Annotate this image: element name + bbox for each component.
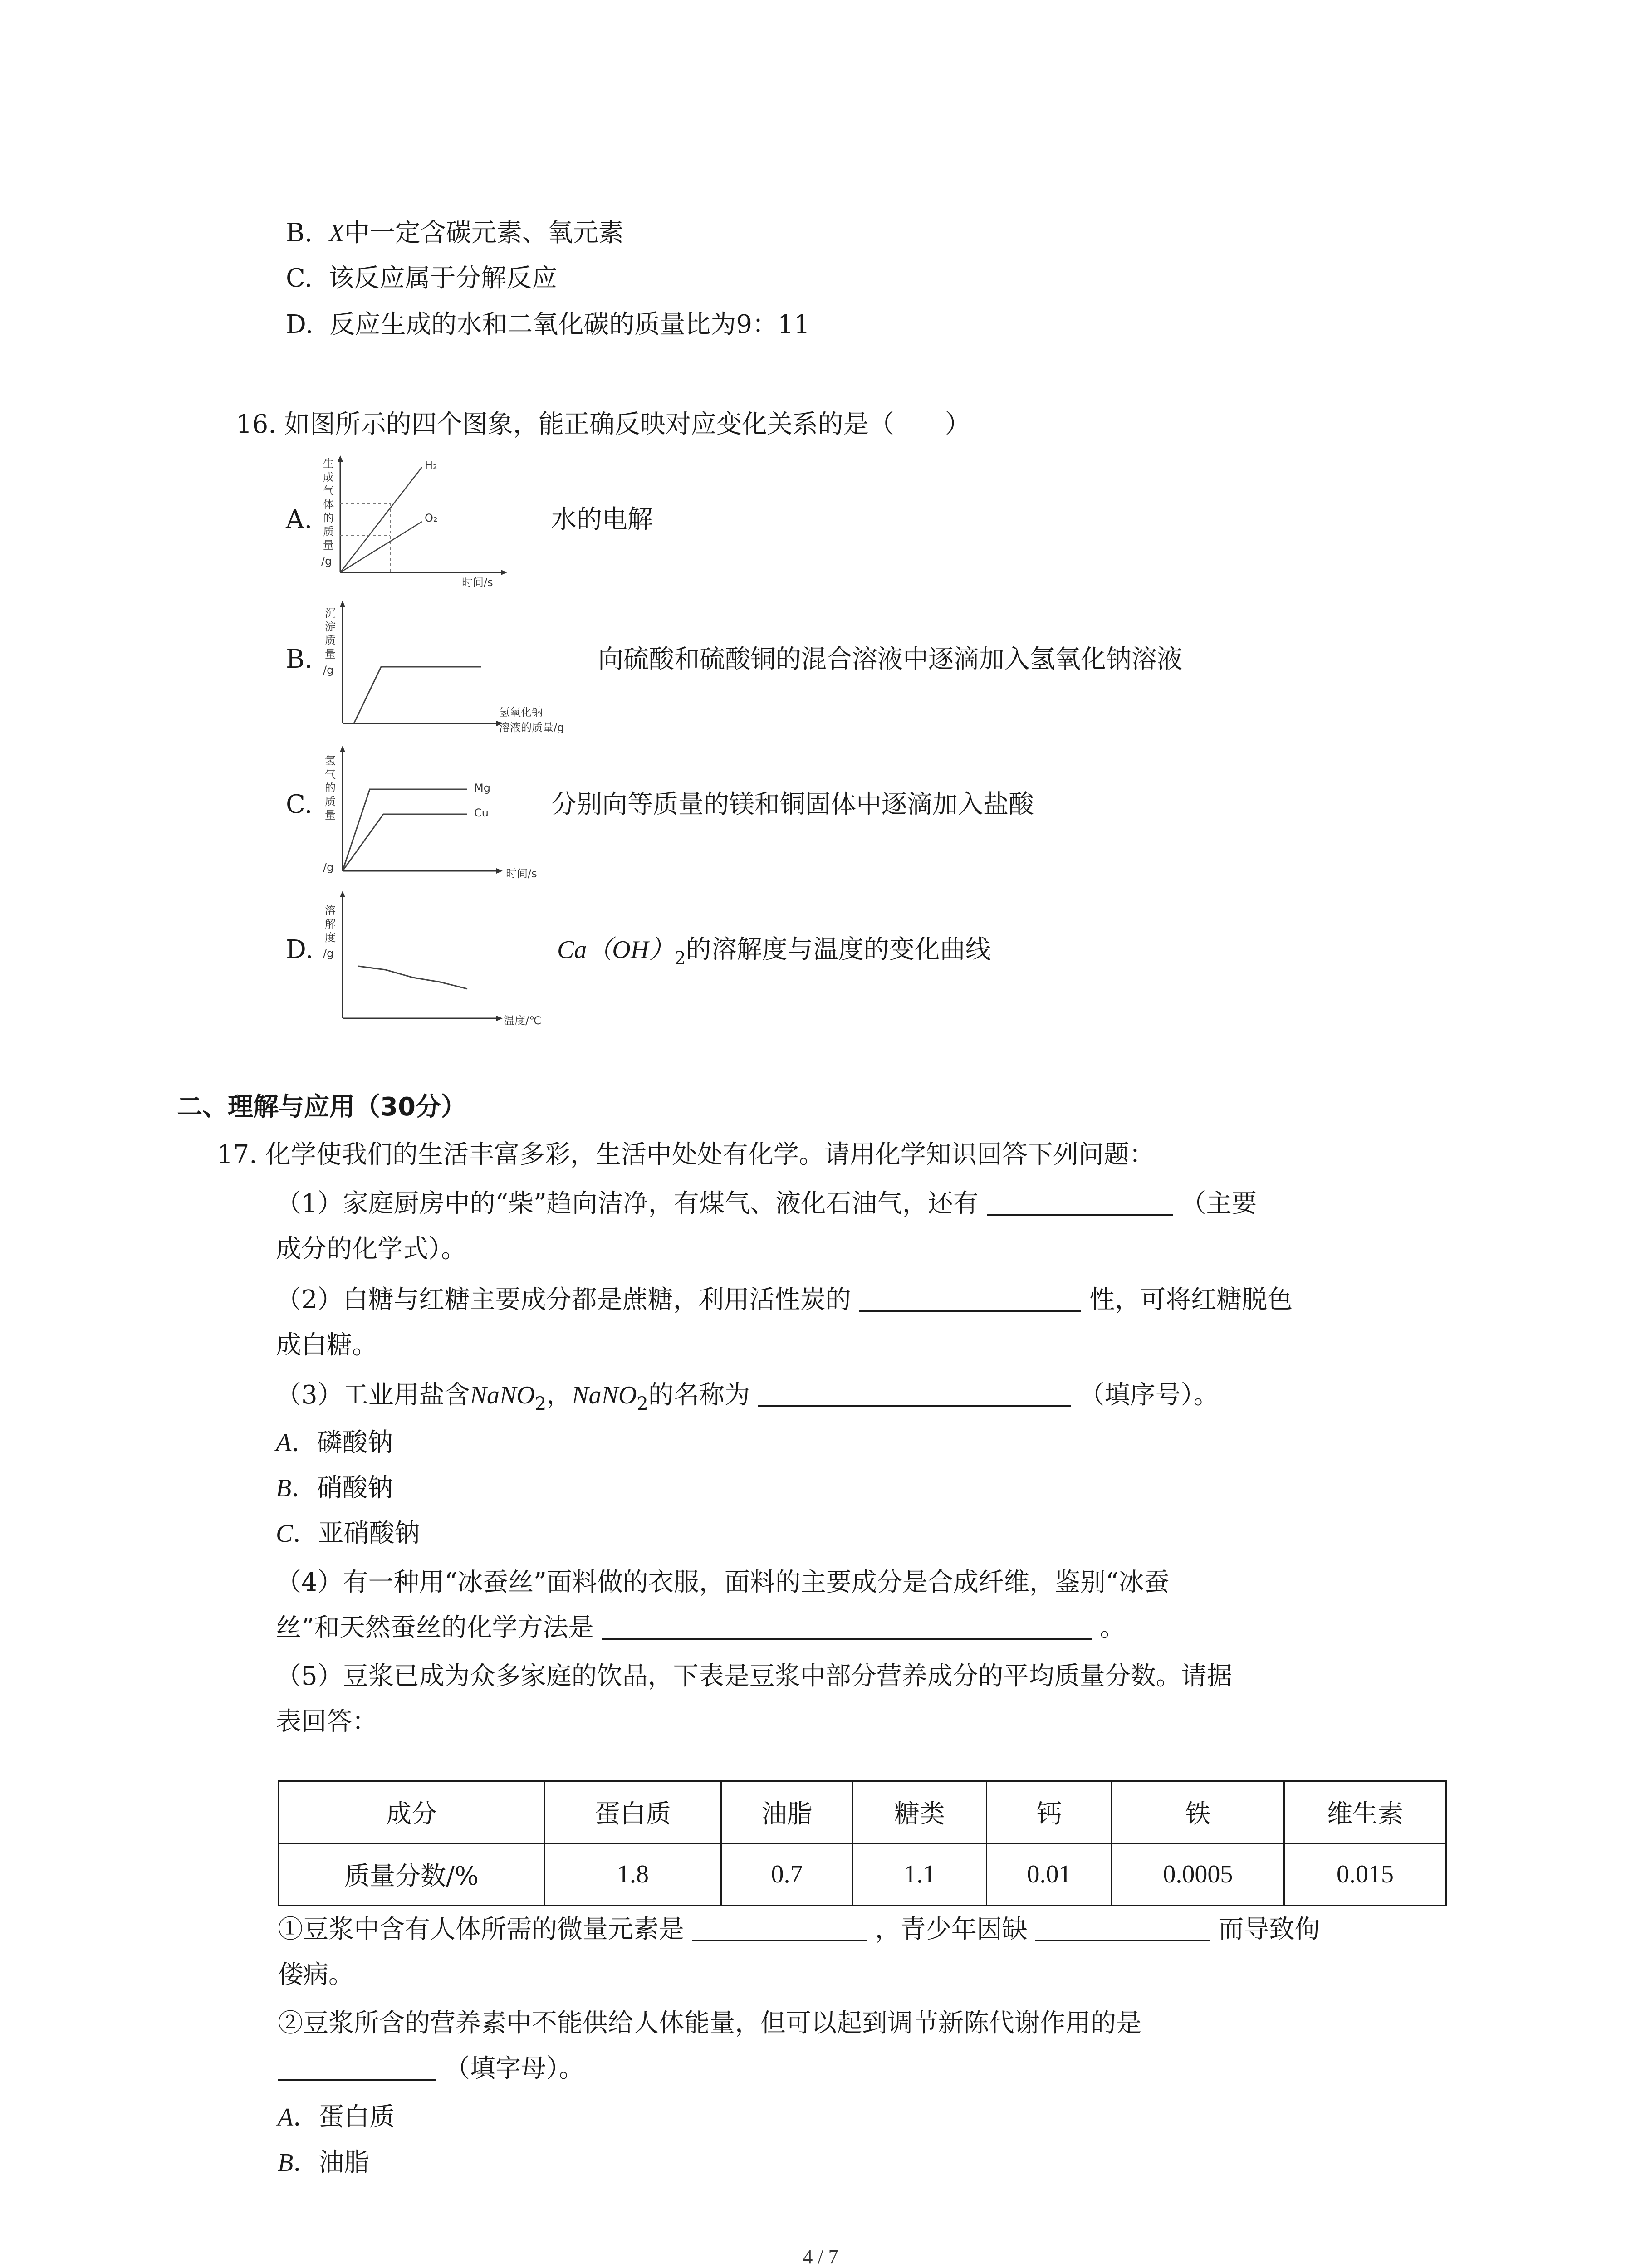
q17-sub1-cont: 偻病。 [278,1960,354,1989]
graph-d-ylabel [323,904,336,960]
answer-blank-2[interactable] [859,1285,1081,1312]
graph-c-series-cu: Cu [474,807,489,819]
variable-x: X [328,219,344,247]
table-cell: 1.8 [545,1843,721,1906]
q16-option-d-letter: D. [286,935,314,964]
table-cell: 蛋白质 [545,1781,721,1843]
graph-c-series-mg: Mg [474,782,490,794]
page-number: 4 / 7 [803,2246,838,2268]
graph-b-xlabel-2: 溶液的质量/g [499,721,564,734]
svg-text:度: 度 [325,931,336,944]
table-cell: 油脂 [721,1781,852,1843]
q17-sub2-option-b: B．油脂 [278,2148,370,2177]
q17-sub2-cont: （填字母）。 [278,2053,584,2085]
q16-option-c-desc: 分别向等质量的镁和铜固体中逐滴加入盐酸 [551,790,1034,819]
svg-text:量: 量 [323,539,334,552]
svg-text:的: 的 [325,782,336,794]
svg-text:/g: /g [321,555,332,567]
q17-part5-cont: 表回答： [276,1707,377,1736]
graph-d-xlabel: 温度/℃ [504,1014,542,1027]
answer-blank-4[interactable] [602,1613,1092,1640]
q17-part2: （2）白糖与红糖主要成分都是蔗糖，利用活性炭的 性，可将红糖脱色 [276,1285,1293,1315]
table-cell: 质量分数/% [279,1843,545,1906]
svg-text:溶: 溶 [325,904,336,917]
q16-option-a-letter: A. [286,505,313,534]
q17-stem: 17. 化学使我们的生活丰富多彩，生活中处处有化学。请用化学知识回答下列问题： [217,1140,1155,1169]
svg-text:气: 气 [325,768,336,781]
graph-c-line-cu [343,814,467,871]
table-cell: 成分 [279,1781,545,1843]
q16-option-a-desc: 水的电解 [551,505,653,534]
answer-blank-5[interactable] [692,1914,867,1941]
graph-c-line-mg [343,789,467,871]
answer-blank-6[interactable] [1035,1914,1210,1941]
svg-text:量: 量 [325,809,336,821]
table-cell: 钙 [987,1781,1112,1843]
table-cell: 0.0005 [1112,1843,1284,1906]
table-cell: 0.01 [987,1843,1112,1906]
q17-sub2: ②豆浆所含的营养素中不能供给人体能量，但可以起到调节新陈代谢作用的是 [278,2009,1141,2038]
q16-option-d-desc: $Ca(OH)_2$的溶解度与温度的变化曲线 [557,935,991,969]
q16-stem: 16. 如图所示的四个图象，能正确反映对应变化关系的是（ ） [236,410,970,439]
q17-part2-cont: 成白糖。 [276,1330,377,1360]
svg-text:成: 成 [323,471,334,484]
graph-b-precipitate [318,599,617,735]
svg-text:解: 解 [325,918,336,930]
svg-text:气: 气 [323,484,334,497]
svg-text:氢: 氢 [325,754,336,767]
svg-text:量: 量 [325,648,336,660]
q17-sub2-option-a: A．蛋白质 [278,2102,395,2132]
q16-option-b-desc: 向硫酸和硫酸铜的混合溶液中逐滴加入氢氧化钠溶液 [598,645,1182,674]
graph-c-xlabel: 时间/s [506,867,537,880]
svg-text:/g: /g [323,664,334,676]
q17-part1: （1）家庭厨房中的“柴”趋向洁净，有煤气、液化石油气，还有 （主要 [276,1189,1257,1218]
graph-a-series-h2: H₂ [425,459,437,472]
svg-text:体: 体 [323,498,334,511]
svg-text:质: 质 [325,634,336,647]
graph-c-hydrogen [318,744,572,885]
svg-text:质: 质 [323,525,334,538]
table-row [279,1843,1446,1906]
answer-blank-3[interactable] [758,1380,1071,1407]
q17-part1-cont: 成分的化学式）。 [276,1234,466,1264]
table-cell: 0.7 [721,1843,852,1906]
svg-text:的: 的 [323,512,334,524]
q16-option-c-letter: C. [286,790,313,819]
graph-b-ylabel [323,607,336,676]
nutrition-table [278,1780,1447,1906]
svg-text:生: 生 [323,457,334,470]
svg-text:质: 质 [325,795,336,808]
answer-blank-7[interactable] [278,2053,436,2081]
q15-option-b: B. X中一定含碳元素、氧元素 [286,218,624,248]
table-cell: 1.1 [853,1843,987,1906]
q15-option-d: D. 反应生成的水和二氧化碳的质量比为9：11 [286,310,810,339]
graph-a-line-h2 [340,467,422,572]
graph-c-ylabel [323,754,336,874]
graph-a-line-o2 [340,522,422,572]
svg-text:/g: /g [323,861,334,874]
q17-sub1: ①豆浆中含有人体所需的微量元素是 ，青少年因缺 而导致佝 [278,1915,1320,1944]
q17-part4-cont: 丝”和天然蚕丝的化学方法是 。 [276,1613,1126,1642]
svg-text:淀: 淀 [325,621,336,633]
graph-b-curve [354,667,481,723]
q17-part4: （4）有一种用“冰蚕丝”面料做的衣服，面料的主要成分是合成纤维，鉴别“冰蚕 [276,1568,1170,1597]
svg-text:/g: /g [323,947,334,960]
svg-text:沉: 沉 [325,607,336,620]
answer-blank-1[interactable] [987,1188,1173,1216]
q17-part3: （3）工业用盐含NaNO$_2$，NaNO$_2$的名称为 （填序号）。 [276,1380,1219,1414]
table-cell: 铁 [1112,1781,1284,1843]
q17-part3-option-c: C．亚硝酸钠 [276,1519,420,1548]
graph-a-series-o2: O₂ [425,512,438,524]
section-title: 二、理解与应用（30分） [177,1092,466,1122]
table-header-row [279,1781,1446,1843]
q17-part3-option-a: A．磷酸钠 [276,1428,393,1457]
graph-d-solubility [318,889,572,1030]
graph-b-xlabel-1: 氢氧化钠 [499,706,543,719]
table-cell: 维生素 [1284,1781,1446,1843]
table-cell: 0.015 [1284,1843,1446,1906]
graph-d-curve [358,966,467,989]
q17-part3-option-b: B．硝酸钠 [276,1473,393,1503]
table-cell: 糖类 [853,1781,987,1843]
graph-a-electrolysis [318,454,526,590]
q16-option-b-letter: B. [286,645,313,674]
q17-part5: （5）豆浆已成为众多家庭的饮品，下表是豆浆中部分营养成分的平均质量分数。请据 [276,1662,1232,1691]
q15-option-c: C. 该反应属于分解反应 [286,264,558,293]
graph-a-xlabel: 时间/s [462,576,493,589]
graph-a-ylabel [321,457,334,567]
